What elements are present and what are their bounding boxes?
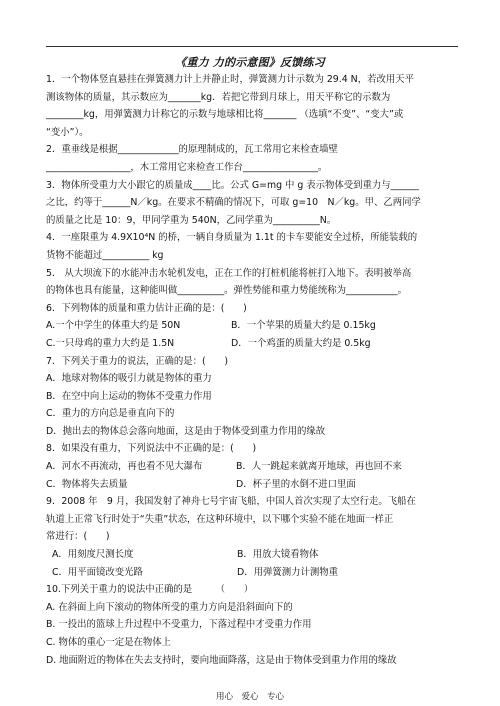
q9-options-row-2: [46, 564, 458, 582]
q3-line-2: 之比，约等于______N／kg。在要求不精确的情况下，可取 g=10 N／kg。甲、乙两同学: [46, 197, 421, 209]
q3-line-3: 的质量之比是 10：9，甲同学重为 540N，乙同学重为__________N。: [46, 214, 337, 226]
q6-option-d: D．一个鸡蛋的质量大约是 0.5kg: [231, 337, 371, 349]
q6-stem: 6．下列物体的质量和重力估计正确的是：( ): [46, 302, 247, 314]
q6-option-a: A.一个中学生的体重大约是 50N: [46, 320, 181, 332]
q3-line-1: 3．物体所受重力大小跟它的质量成____比。公式 G=mg 中 g 表示物体受到重力与______: [46, 179, 419, 191]
q4-line-1: 4．一座限重为 4.9X10⁴N 的桥，一辆自身质量为 1.1t 的卡车要能安全过桥，所能装载的: [46, 232, 418, 244]
q6-option-b: B．一个苹果的质量大约是 0.15kg: [231, 320, 376, 332]
q8-option-d: D．杯子里的水倒不进口里面: [236, 478, 356, 490]
q2-line-2: __________________，木工常用它来检查工作台________________。: [46, 161, 328, 173]
q2-line-1: 2．重垂线是根据_____________的原理制成的，瓦工常用它来检查墙壁: [46, 144, 338, 156]
q1-line-1: 1．一个物体竖直悬挂在弹簧测力计上并静止时，弹簧测力计示数为 29.4 N，若改用天平: [46, 74, 414, 85]
q10-option-a: A. 在斜面上向下滚动的物体所受的重力方向是沿斜面向下的: [46, 601, 293, 613]
q10-option-b: B. 一投出的篮球上升过程中不受重力，下落过程中才受重力作用: [46, 619, 312, 631]
q8-option-c: C．物体将失去质量: [46, 478, 128, 490]
q1-line-2: 测该物体的质量，其示数应为_______kg．若把它带到月球上，用天平称它的示数为: [46, 91, 391, 103]
q8-option-b: B．人一跳起来就离开地球，再也回不来: [236, 461, 402, 473]
q5-line-2: 的物体也具有能量，这种能叫做__________。弹性势能和重力势能统称为___________。: [46, 285, 407, 297]
q9-line-1: 9．2008 年 9 月，我国发射了神舟七号宇宙飞船，中国人首次实现了太空行走。飞船在: [46, 496, 416, 508]
page-footer: 用心 爱心 专心: [215, 692, 284, 702]
q6-option-c: C.一只母鸡的重力大约是 1.5N: [46, 337, 175, 349]
page-title: 《重力 力的示意图》反馈练习: [175, 56, 325, 69]
q8-options-row-2: [46, 476, 458, 494]
q9-line-2: 轨道上正常飞行时处于“失重”状态，在这种环境中，以下哪个实验不能在地面一样正: [46, 513, 394, 525]
q1-line-4: “变小”）。: [46, 126, 89, 138]
header-rule: [46, 46, 458, 47]
exercise-content: [46, 71, 458, 669]
q7-option-b: B．在空中向上运动的物体不受重力作用: [46, 390, 212, 402]
q4-line-2: 货物不能超过__________ kg: [46, 249, 164, 261]
q9-option-d: D．用弹簧测力计测物重: [237, 566, 338, 578]
q10-option-c: C. 物体的重心一定是在物体上: [46, 637, 172, 648]
q6-options-row-1: [46, 317, 458, 335]
q8-option-a: A．河水不再流动，再也看不见大瀑布: [46, 461, 203, 473]
q1-line-3: ________kg，用弹簧测力计称它的示数与地球相比将_______ （选填“不变”、“变大”或: [46, 109, 404, 121]
q8-stem: 8．如果没有重力，下列说法中不正确的是：( ): [46, 443, 257, 455]
q6-options-row-2: [46, 335, 458, 353]
q10-stem: 10.下列关于重力的说法中正确的是 （ ）: [46, 584, 254, 596]
q9-line-3: 常进行：( ): [46, 531, 110, 543]
q7-option-d: D．抛出去的物体总会落向地面，这是由于物体受到重力作用的缘故: [46, 425, 326, 437]
q10-option-d: D. 地面附近的物体在失去支持时，要向地面降落，这是由于物体受到重力作用的缘故: [46, 654, 397, 666]
q7-stem: 7．下列关于重力的说法，正确的是：( ): [46, 355, 229, 367]
q9-option-a: A．用刻度尺测长度: [52, 549, 134, 561]
q9-option-b: B．用放大镜看物体: [237, 549, 319, 561]
q7-option-a: A．地球对物体的吸引力就是物体的重力: [46, 373, 212, 385]
q7-option-c: C．重力的方向总是垂直向下的: [46, 408, 175, 420]
q8-options-row-1: [46, 458, 458, 476]
q5-line-1: 5． 从大坝流下的水能冲击水轮机发电，正在工作的打桩机能将桩打入地下。表明被举高: [46, 267, 412, 279]
q9-option-c: C．用平面镜改变光路: [52, 566, 143, 578]
q9-options-row-1: [46, 546, 458, 564]
